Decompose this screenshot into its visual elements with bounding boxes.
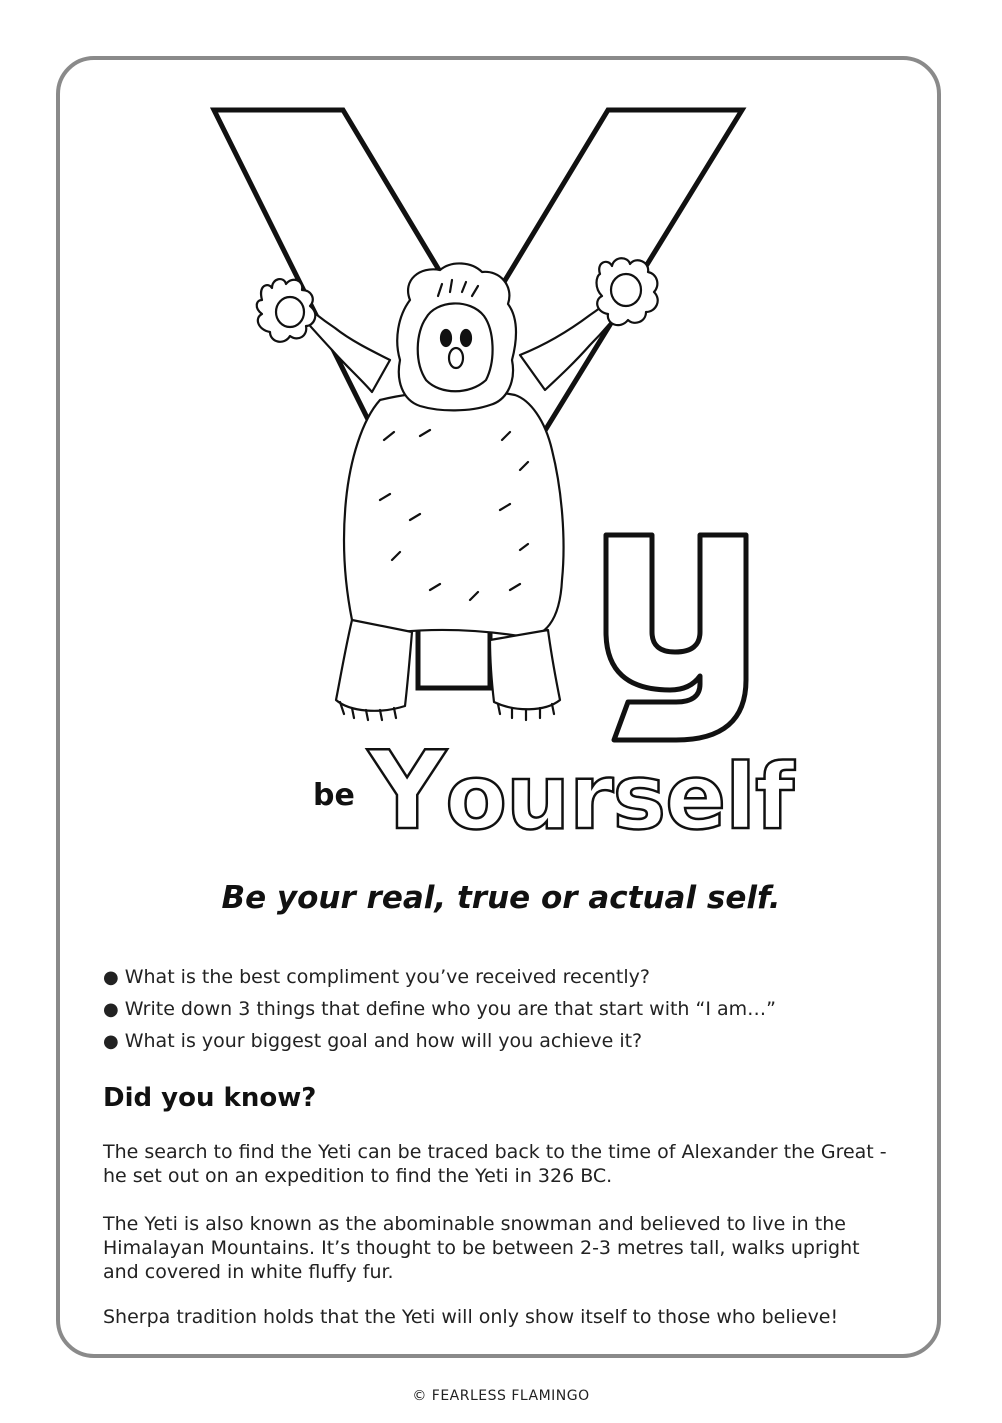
- heading-word-rest: ourself: [445, 745, 794, 850]
- list-item: [103, 963, 903, 995]
- lowercase-y-letter: [606, 535, 746, 740]
- question-list: [103, 963, 903, 1059]
- bullet-icon: ●: [103, 1031, 119, 1052]
- fact-paragraph: Sherpa tradition holds that the Yeti will only show itself to those who believe!: [103, 1306, 839, 1328]
- list-item: [103, 995, 903, 1027]
- page-subtitle: Be your real, true or actual self.: [221, 880, 781, 916]
- heading-word-capital: Y: [368, 729, 446, 854]
- fact-paragraph: The Yeti is also known as the abominable snowman and believed to live in the Himalayan Mountains. It’s thought to be between 2-3 metres tall, walks upright and covered in white fluffy fur.: [103, 1213, 860, 1283]
- question-text: What is your biggest goal and how will you achieve it?: [124, 1030, 643, 1052]
- bullet-icon: ●: [103, 967, 119, 988]
- list-item: [103, 1027, 903, 1059]
- heading-word-outline: [368, 729, 794, 854]
- question-text: Write down 3 things that define who you are that start with “I am…”: [124, 998, 776, 1020]
- fact-paragraph: The search to find the Yeti can be traced back to the time of Alexander the Great - he set out on an expedition to find the Yeti in 326 BC.: [103, 1141, 887, 1187]
- copyright-footer: © FEARLESS FLAMINGO: [412, 1388, 590, 1404]
- heading-prefix: be: [313, 778, 355, 813]
- did-you-know-heading: Did you know?: [103, 1083, 317, 1113]
- question-text: What is the best compliment you’ve received recently?: [124, 966, 650, 988]
- bullet-icon: ●: [103, 999, 119, 1020]
